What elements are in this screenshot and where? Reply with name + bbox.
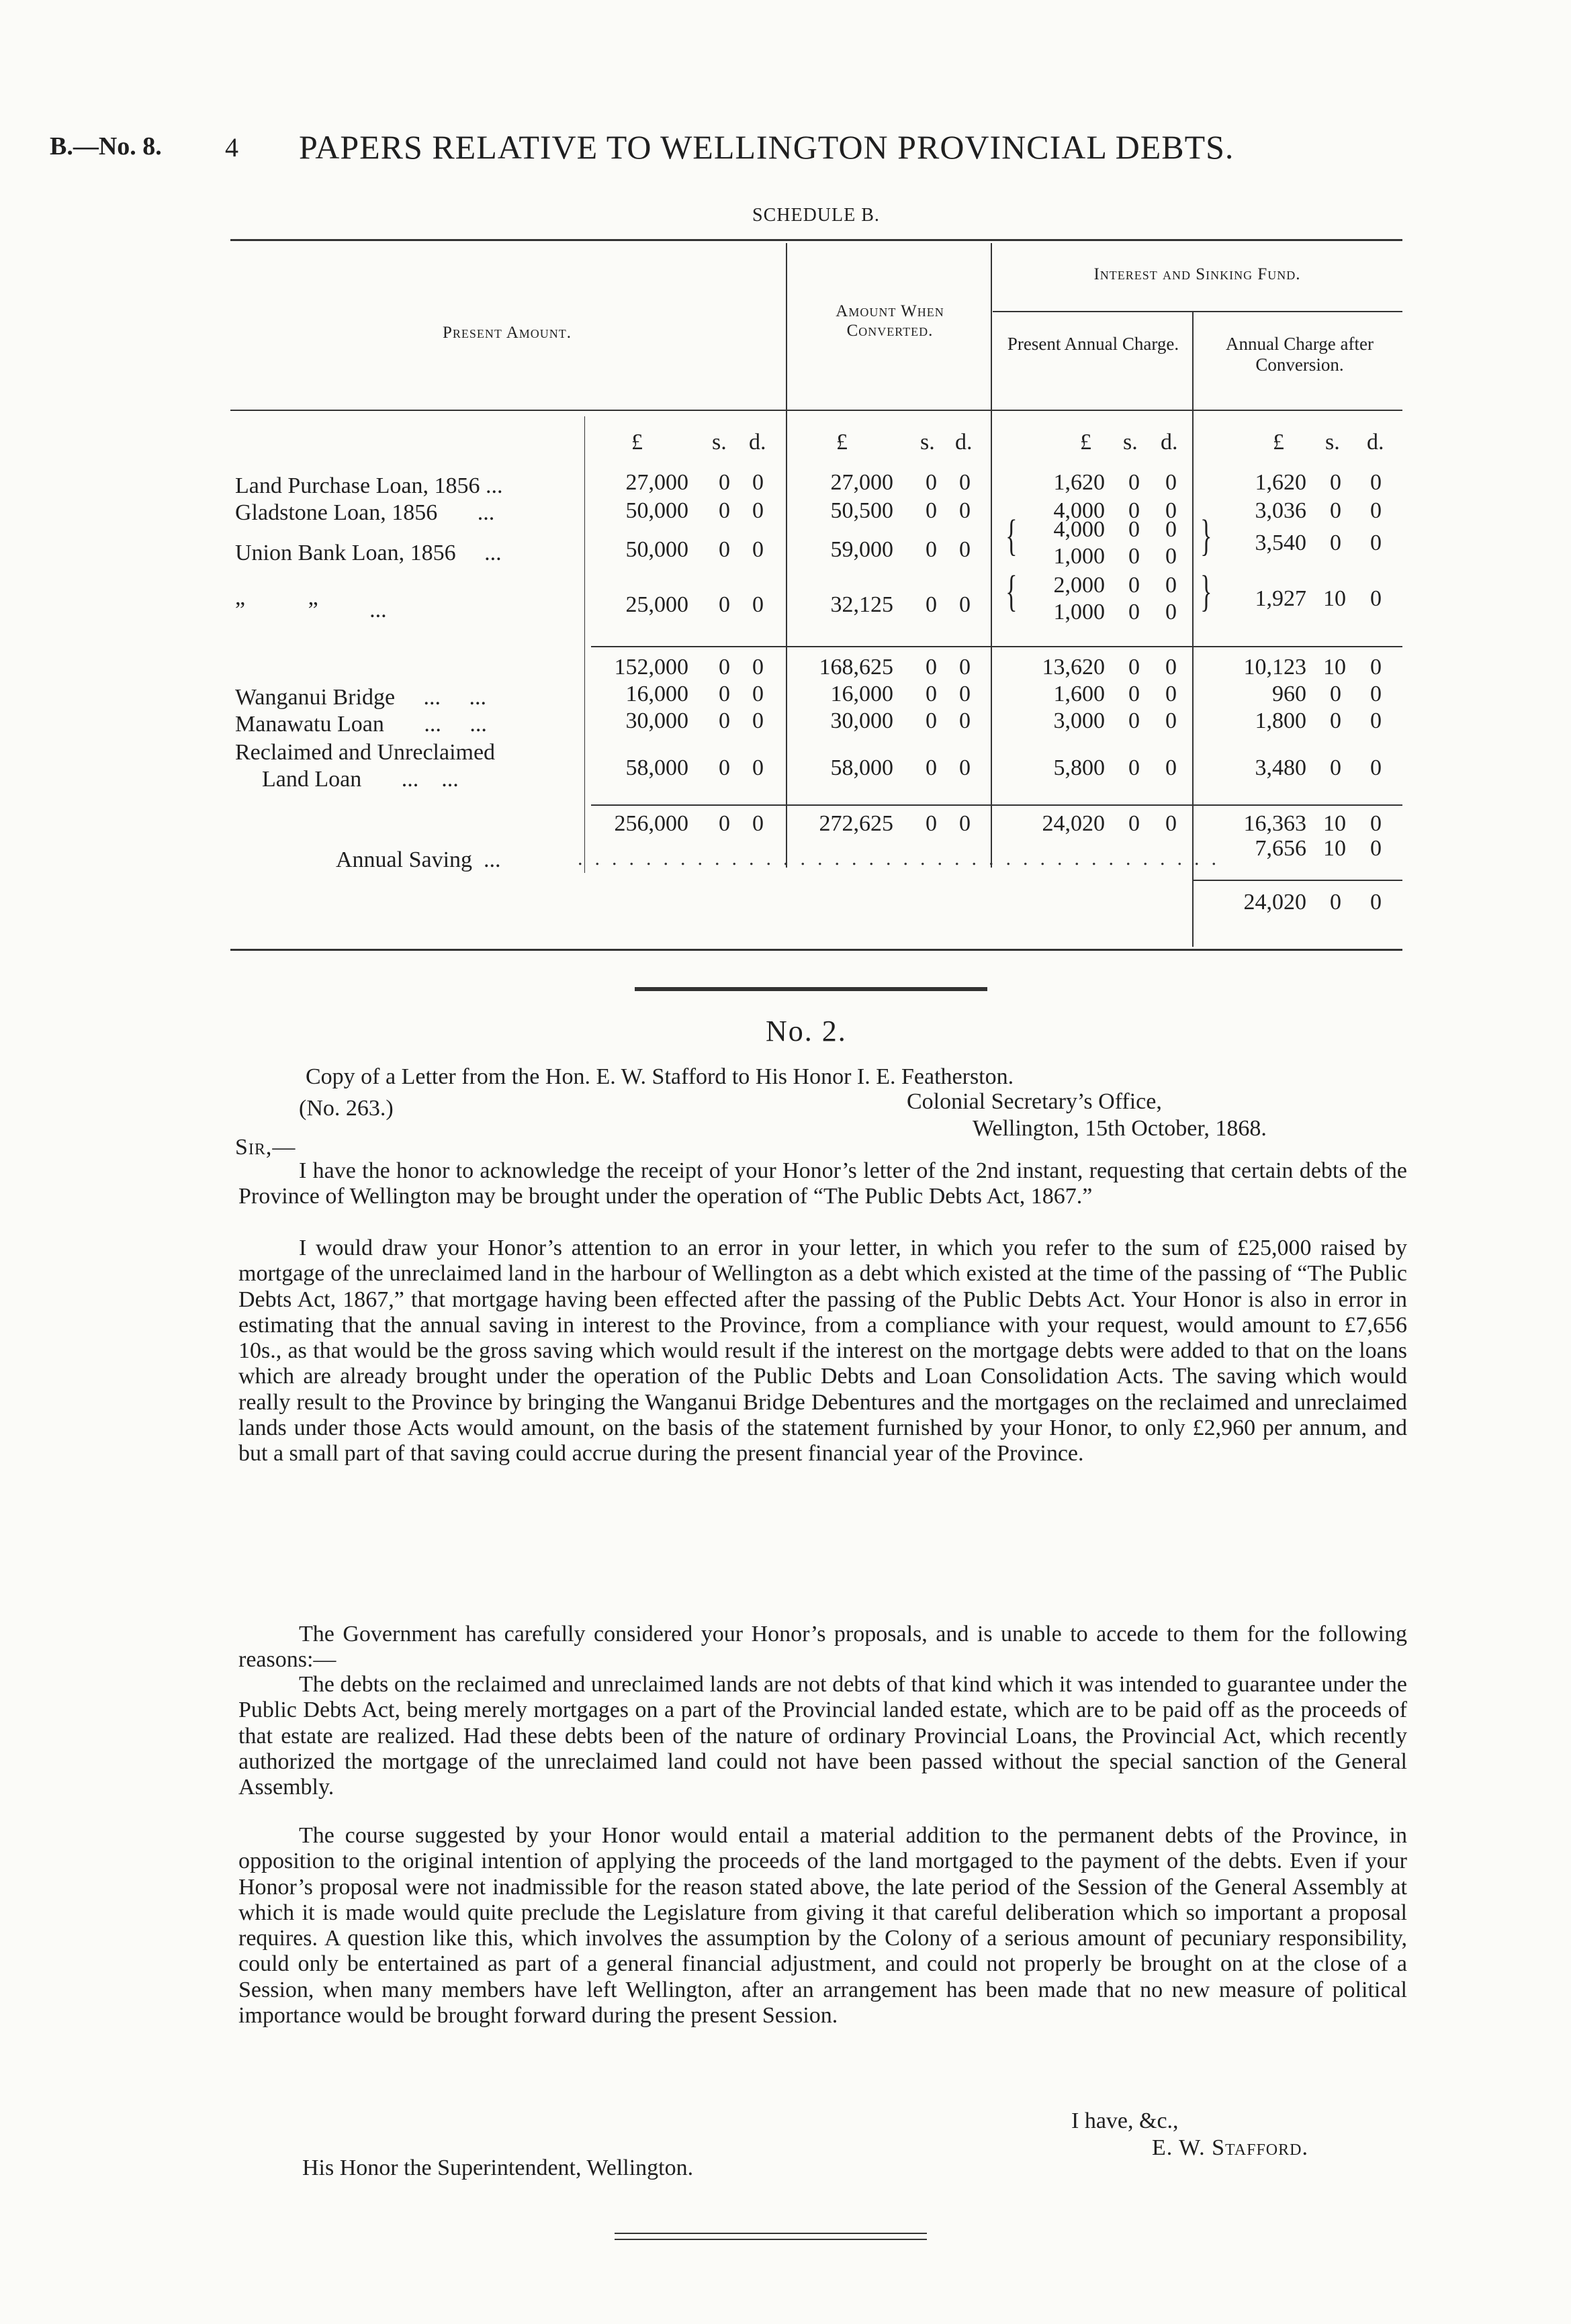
amount-pence: 0 [1370,755,1382,780]
subtotal-pence: 0 [959,655,971,680]
subtotal-pence: 0 [752,655,764,680]
amount-pounds: 59,000 [830,537,893,562]
amount-shillings: 0 [719,470,730,495]
amount-pounds: 1,600 [1053,682,1105,706]
header-present-amount: Present Amount. [442,324,572,342]
header-interest-sinking: Interest and Sinking Fund. [1093,265,1301,283]
amount-shillings: 0 [1128,708,1140,733]
amount-pence: 0 [1165,600,1177,624]
amount-pence: 0 [1165,755,1177,780]
amount-pence: 0 [1370,498,1382,523]
subtotal-shillings: 0 [926,655,937,680]
amount-pence: 0 [752,498,764,523]
amount-shillings: 0 [926,592,937,617]
leader-dots: ...................................... [578,847,1228,870]
section-divider [635,987,987,991]
amount-pounds: 50,000 [625,498,688,523]
amount-pounds: 1,800 [1255,708,1306,733]
amount-shillings: 0 [926,755,937,780]
amount-pounds: 2,000 [1053,573,1105,598]
subtotal-pence: 0 [1165,655,1177,680]
currency-pound: £ [1080,430,1091,455]
amount-pounds: 50,500 [830,498,893,523]
row-label: Wanganui Bridge ... ... [235,685,487,710]
currency-pound: £ [836,430,848,455]
total-pounds: 16,363 [1243,811,1306,836]
end-rule-2 [615,2239,927,2240]
page-title: PAPERS RELATIVE TO WELLINGTON PROVINCIAL DEBTS. [299,128,1235,166]
currency-shilling: s. [712,430,727,455]
row-label: ” ” ... [235,598,387,622]
total-pounds: 256,000 [614,811,688,836]
total-pence: 0 [1370,811,1382,836]
row-label: Gladstone Loan, 1856 ... [235,500,495,525]
amount-pounds: 4,000 [1053,517,1105,542]
end-rule-1 [615,2233,927,2234]
interest-subheader-rule [993,311,1402,312]
row-label: Land Purchase Loan, 1856 ... [235,473,503,498]
amount-pounds: 27,000 [830,470,893,495]
total-pounds: 24,020 [1042,811,1105,836]
letter-closing: I have, &c., [1071,2108,1179,2133]
amount-pence: 0 [1370,586,1382,611]
amount-pence: 0 [959,592,971,617]
amount-shillings: 0 [719,755,730,780]
amount-pounds: 32,125 [830,592,893,617]
letter-paragraph: The Government has carefully considered your Honor’s proposals, and is unable to accede to them for the following reasons:— [238,1622,1407,1673]
total-pounds: 272,625 [819,811,893,836]
table-top-rule [230,239,1402,241]
amount-shillings: 0 [926,682,937,706]
amount-pence: 0 [752,470,764,495]
amount-shillings: 0 [926,537,937,562]
currency-pence: d. [749,430,766,455]
currency-pence: d. [1161,430,1178,455]
amount-pence: 0 [752,537,764,562]
amount-pence: 0 [1165,573,1177,598]
amount-pounds: 1,620 [1053,470,1105,495]
subtotal-pounds: 168,625 [819,655,893,680]
amount-pounds: 50,000 [625,537,688,562]
amount-shillings: 0 [1128,682,1140,706]
currency-pence: d. [1367,430,1384,455]
subtotal-pounds: 10,123 [1243,655,1306,680]
amount-pounds: 30,000 [830,708,893,733]
total-pence: 0 [1165,811,1177,836]
amount-pounds: 3,036 [1255,498,1306,523]
amount-shillings: 0 [1128,544,1140,569]
amount-pounds: 5,800 [1053,755,1105,780]
amount-pence: 0 [959,470,971,495]
letter-date: Wellington, 15th October, 1868. [973,1116,1267,1141]
saving-shillings: 10 [1323,836,1346,861]
total-rule [591,804,1402,806]
subtotal-shillings: 10 [1323,655,1346,680]
letter-signature: E. W. Stafford. [1152,2135,1308,2160]
brace-open: { [1005,511,1018,560]
amount-shillings: 0 [926,708,937,733]
amount-pence: 0 [752,708,764,733]
letter-ref-no: (No. 263.) [299,1096,394,1121]
amount-pounds: 4,000 [1053,498,1105,523]
amount-pence: 0 [959,537,971,562]
saving-pence: 0 [1370,836,1382,861]
saving-pounds: 7,656 [1255,836,1306,861]
subtotal-pounds: 152,000 [614,655,688,680]
amount-pence: 0 [1370,708,1382,733]
currency-shilling: s. [1325,430,1340,455]
amount-shillings: 0 [1128,517,1140,542]
letter-addressee: His Honor the Superintendent, Wellington. [302,2155,694,2180]
amount-pence: 0 [752,592,764,617]
subtotal-shillings: 0 [719,655,730,680]
amount-pounds: 3,540 [1255,530,1306,555]
header-amount-converted: Amount When Converted. [836,302,944,340]
amount-shillings: 0 [1128,498,1140,523]
grand-total-shillings: 0 [1330,890,1341,915]
amount-pence: 0 [1165,544,1177,569]
amount-shillings: 0 [926,470,937,495]
amount-shillings: 0 [1330,470,1341,495]
amount-shillings: 0 [1330,682,1341,706]
amount-pounds: 58,000 [830,755,893,780]
col-divider-2 [991,243,992,868]
letter-title: Copy of a Letter from the Hon. E. W. Stafford to His Honor I. E. Featherston. [306,1064,1014,1089]
amount-pounds: 3,000 [1053,708,1105,733]
brace-open: { [1005,567,1018,616]
amount-pence: 0 [959,682,971,706]
letter-salutation: Sir,— [235,1135,296,1160]
schedule-title: SCHEDULE B. [752,205,880,226]
amount-pounds: 3,480 [1255,755,1306,780]
row-label: Manawatu Loan ... ... [235,712,487,737]
total-pence: 0 [752,811,764,836]
amount-pounds: 1,000 [1053,544,1105,569]
col-divider-1 [786,243,787,868]
page-number: 4 [225,132,238,162]
amount-pounds: 16,000 [625,682,688,706]
letter-paragraph: The course suggested by your Honor would entail a material addition to the permanent debts of the Province, in opposition to the original intention of applying the proceeds of the land mortgaged to the payment of the debts. Even if your Honor’s proposal were not inadmissible for the reason stated above, the late period of the Session of the General Assembly at which it is made would quite preclude the Legislature from giving it that careful deliberation which so important a proposal requires. A question like this, which involves the assumption by the Colony of a serious amount of pecuniary responsibility, could only be entertained as part of a general financial adjustment, and could not properly be brought on at the close of a Session, when many members have left Wellington, after an arrangement has been made that no new measure of political importance would be brought forward during the present Session. [238,1823,1407,2029]
amount-pence: 0 [1370,530,1382,555]
letter-office: Colonial Secretary’s Office, [907,1089,1162,1114]
amount-pounds: 58,000 [625,755,688,780]
amount-shillings: 0 [1128,573,1140,598]
amount-shillings: 0 [1128,470,1140,495]
subtotal-shillings: 0 [1128,655,1140,680]
table-bottom-rule [230,949,1402,951]
subtotal-rule [591,646,1402,647]
letter-paragraph: I have the honor to acknowledge the receipt of your Honor’s letter of the 2nd instant, requesting that certain debts of the Province of Wellington may be brought under the operation of “The Public Debts Act, 1867.” [238,1158,1407,1209]
total-shillings: 10 [1323,811,1346,836]
amount-pence: 0 [959,755,971,780]
total-shillings: 0 [719,811,730,836]
amount-pounds: 27,000 [625,470,688,495]
amount-pence: 0 [1165,517,1177,542]
grand-total-pounds: 24,020 [1243,890,1306,915]
amount-pence: 0 [1165,682,1177,706]
table-header-rule [230,410,1402,411]
amount-pence: 0 [1370,682,1382,706]
header-annual-after: Annual Charge after Conversion. [1226,334,1374,375]
brace-close: } [1200,511,1212,560]
amount-pence: 0 [752,755,764,780]
amount-pence: 0 [959,498,971,523]
amount-pounds: 1,000 [1053,600,1105,624]
row-label-cont: Land Loan ... ... [262,767,459,792]
currency-pound: £ [1273,430,1284,455]
grand-total-rule [1192,880,1402,881]
amount-pounds: 30,000 [625,708,688,733]
amount-shillings: 0 [1330,498,1341,523]
amount-shillings: 10 [1323,586,1346,611]
amount-pence: 0 [1165,708,1177,733]
letter-paragraph: The debts on the reclaimed and unreclaimed lands are not debts of that kind which it was intended to guarantee under the Public Debts Act, being merely mortgages on a part of the Provincial landed estate, which are to be paid off as the proceeds of that estate are realized. Had these debts been of the nature of ordinary Provincial Loans, the Provincial Act, which recently authorized the mortgage of the unreclaimed land could not have been passed without the special sanction of the General Assembly. [238,1672,1407,1800]
amount-shillings: 0 [1330,755,1341,780]
currency-pound: £ [631,430,643,455]
amount-pounds: 25,000 [625,592,688,617]
amount-shillings: 0 [719,682,730,706]
total-shillings: 0 [926,811,937,836]
letter-number: No. 2. [766,1015,847,1048]
row-label: Union Bank Loan, 1856 ... [235,541,502,565]
amount-pence: 0 [1370,470,1382,495]
amount-shillings: 0 [1330,708,1341,733]
currency-pence: d. [955,430,973,455]
amount-pence: 0 [752,682,764,706]
grand-total-pence: 0 [1370,890,1382,915]
row-label: Reclaimed and Unreclaimed [235,740,496,765]
header-present-annual: Present Annual Charge. [1007,334,1179,354]
amount-shillings: 0 [926,498,937,523]
letter-paragraph: I would draw your Honor’s attention to an error in your letter, in which you refer to the sum of £25,000 raised by mortgage of the unreclaimed land in the harbour of Wellington as a debt which existed at the time of the passing of “The Public Debts Act, 1867,” that mortgage having been effected after the passing of the Public Debts Act. Your Honor is also in error in estimating that the annual saving in interest to the Province, from a compliance with your request, would amount to £7,656 10s., as that would be the gross saving which would result if the interest on the mortgage debts were added to that on the loans which are already brought under the operation of the Public Debts and Loan Consolidation Acts. The saving which would really result to the Province by bringing the Wanganui Bridge Debentures and the mortgages on the reclaimed and unreclaimed lands under those Acts would amount, on the basis of the statement furnished by your Honor, to only £2,960 per annum, and but a small part of that saving could accrue during the present financial year of the Province. [238,1236,1407,1467]
amount-pence: 0 [959,708,971,733]
amount-shillings: 0 [1128,600,1140,624]
brace-close: } [1200,567,1212,616]
document-reference: B.—No. 8. [50,132,162,160]
currency-shilling: s. [1123,430,1138,455]
total-pence: 0 [959,811,971,836]
annual-saving-label: Annual Saving ... [336,847,501,872]
amount-shillings: 0 [719,592,730,617]
amount-pounds: 1,927 [1255,586,1306,611]
amount-pounds: 16,000 [830,682,893,706]
amount-shillings: 0 [1330,530,1341,555]
amount-shillings: 0 [719,498,730,523]
amount-shillings: 0 [719,708,730,733]
amount-pounds: 960 [1272,682,1306,706]
subtotal-pence: 0 [1370,655,1382,680]
amount-shillings: 0 [719,537,730,562]
currency-shilling: s. [920,430,935,455]
amount-pence: 0 [1165,498,1177,523]
subtotal-pounds: 13,620 [1042,655,1105,680]
amount-pence: 0 [1165,470,1177,495]
amount-shillings: 0 [1128,755,1140,780]
total-shillings: 0 [1128,811,1140,836]
amount-pounds: 1,620 [1255,470,1306,495]
